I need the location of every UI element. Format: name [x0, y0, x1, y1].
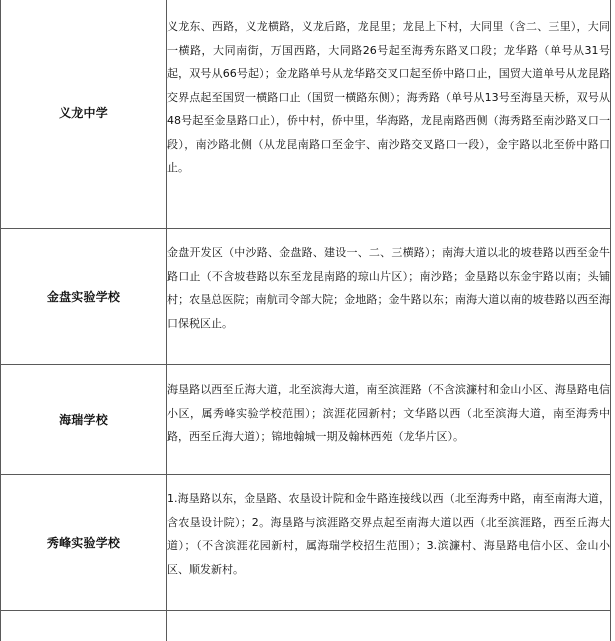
- enrollment-scope-cell: 金盘开发区（中沙路、金盘路、建设一、二、三横路）；南海大道以北的坡巷路以西至金牛路口止（不含坡巷路以东至龙昆南路的琼山片区）；南沙路；金垦路以东金宇路以南；头铺村；农垦总医院；南航司令部大院；金地路；金牛路以东；南海大道以南的坡巷路以西至海口保税区止。: [166, 229, 611, 364]
- enrollment-scope-cell: 1.海垦路以东，金垦路、农垦设计院和金牛路连接线以西（北至海秀中路，南至南海大道，含农垦设计院）；2。海垦路与滨涯路交界点起至南海大道以西（北至滨涯路，西至丘海大道）；（不含滨涯花园新村，属海瑞学校招生范围）；3.滨濂村、海垦路电信小区、金山小区、顺发新村。: [166, 475, 611, 610]
- table-row: [0, 0, 611, 229]
- school-name-cell: 秀峰实验学校: [0, 475, 166, 610]
- enrollment-scope-cell: [166, 611, 611, 641]
- enrollment-scope-cell: 海垦路以西至丘海大道，北至滨海大道，南至滨涯路（不含滨濂村和金山小区、海垦路电信小区，属秀峰实验学校范围）；滨涯花园新村；文华路以西（北至滨海大道，南至海秀中路，西至丘海大道）；锦地翰城一期及翰林西苑（龙华片区）。: [166, 365, 611, 474]
- table-row: [0, 365, 611, 475]
- school-name-cell: 海瑞学校: [0, 365, 166, 474]
- table-row: [0, 611, 611, 641]
- table-row: [0, 475, 611, 611]
- table-row: [0, 229, 611, 365]
- school-name-cell: 义龙中学: [0, 0, 166, 228]
- school-name-cell: 金盘实验学校: [0, 229, 166, 364]
- school-name-cell: [0, 611, 166, 641]
- enrollment-scope-cell: 义龙东、西路，义龙横路，义龙后路，龙昆里；龙昆上下村，大同里（含二、三里），大同一横路，大同南街，万国西路，大同路26号起至海秀东路叉口段；龙华路（单号从31号起，双号从66号起）；金龙路单号从龙华路交叉口起至侨中路口止，国贸大道单号从龙昆路交界点起至国贸一横路口止（国贸一横路东侧）；海秀路（单号从13号至海垦天桥，双号从48号起至金垦路口止），侨中村，侨中里，华海路，龙昆南路西侧（海秀路至南沙路叉口一段），南沙路北侧（从龙昆南路口至金宇、南沙路交叉路口一段），金宇路以北至侨中路口止。: [166, 0, 611, 228]
